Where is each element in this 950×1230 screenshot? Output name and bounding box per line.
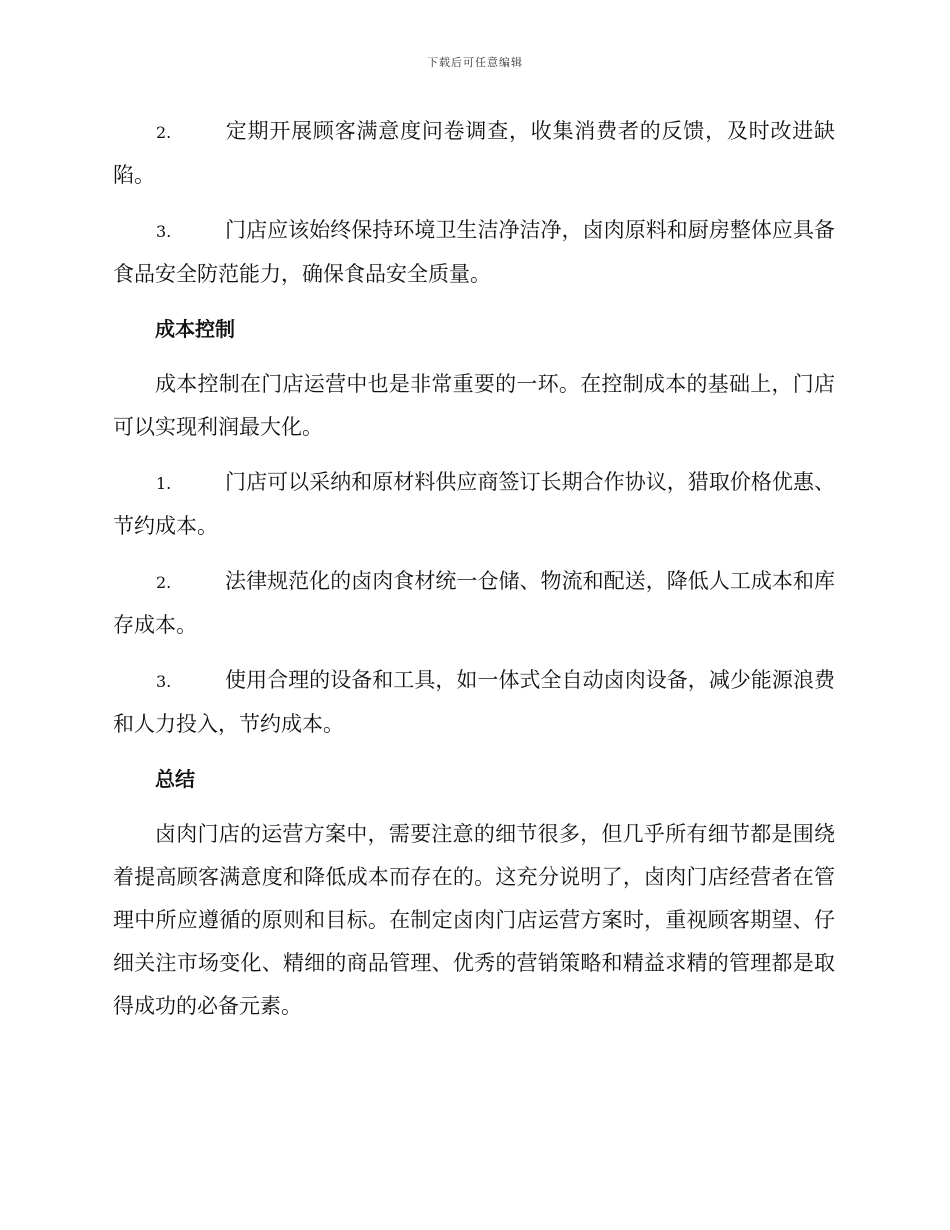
list-number: 1.	[156, 474, 172, 493]
list-number: 3.	[156, 672, 172, 691]
document-body	[113, 110, 835, 1040]
list-text: 门店可以采纳和原材料供应商签订长期合作协议，猎取价格优惠、节约成本。	[113, 470, 835, 538]
list-item	[113, 461, 835, 548]
list-number: 3.	[156, 222, 172, 241]
list-item	[113, 110, 835, 197]
list-text: 定期开展顾客满意度问卷调查，收集消费者的反馈，及时改进缺陷。	[113, 119, 835, 187]
list-text: 法律规范化的卤肉食材统一仓储、物流和配送，降低人工成本和库存成本。	[113, 569, 835, 637]
list-item	[113, 659, 835, 746]
section-heading-summary: 总结	[155, 767, 195, 791]
list-item	[113, 560, 835, 647]
list-text: 门店应该始终保持环境卫生洁净洁净，卤肉原料和厨房整体应具备食品安全防范能力，确保食品安全质量。	[113, 218, 835, 286]
list-number: 2.	[156, 123, 172, 142]
list-text: 使用合理的设备和工具，如一体式全自动卤肉设备，减少能源浪费和人力投入，节约成本。	[113, 668, 835, 736]
list-number: 2.	[156, 573, 172, 592]
list-item	[113, 209, 835, 296]
summary-paragraph: 卤肉门店的运营方案中，需要注意的细节很多，但几乎所有细节都是围绕着提高顾客满意度和降低成本而存在的。这充分说明了，卤肉门店经营者在管理中所应遵循的原则和目标。在制定卤肉门店运营方案时，重视顾客期望、仔细关注市场变化、精细的商品管理、优秀的营销策略和精益求精的管理都是取得成功的必备元素。	[113, 822, 835, 1018]
page-header: 下载后可任意编辑	[427, 56, 523, 69]
cost-intro-paragraph: 成本控制在门店运营中也是非常重要的一环。在控制成本的基础上，门店可以实现利润最大化。	[113, 372, 835, 439]
section-heading-cost-control: 成本控制	[155, 317, 235, 341]
